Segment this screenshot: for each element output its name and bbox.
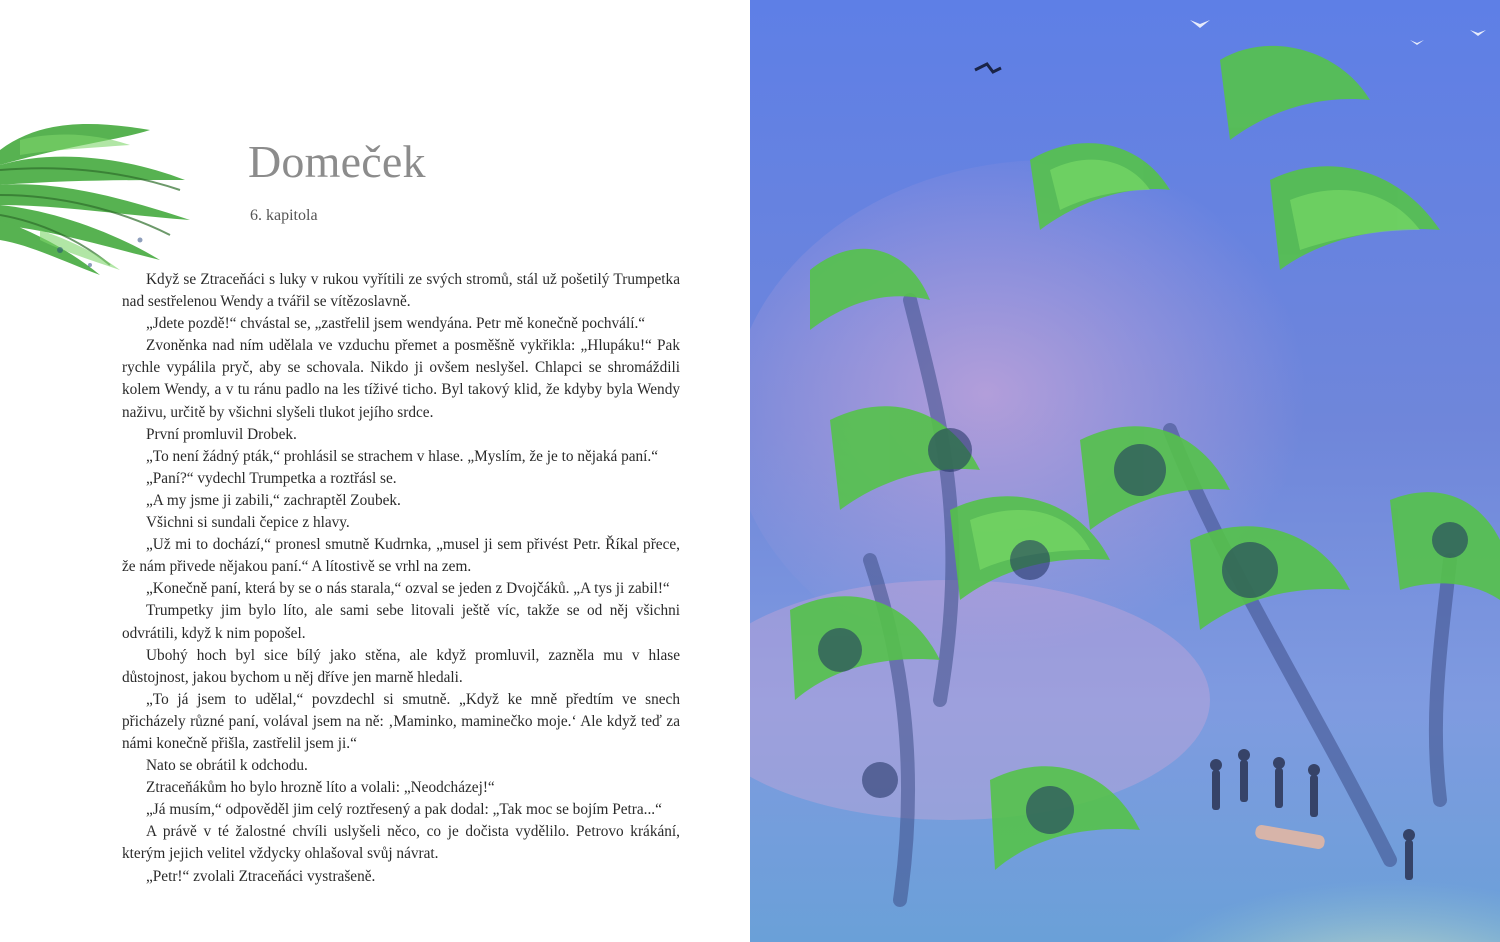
palm-leaf-ornament <box>0 110 200 280</box>
paragraph: A právě v té žalostné chvíli uslyšeli něco, co je dočista vydělilo. Petrovo krákání, kterým jejich velitel vždycky ohlašoval svůj návrat. <box>122 823 680 863</box>
paragraph: „To já jsem to udělal,“ povzdechl si smutně. „Když ke mně předtím ve snech přicházely různé paní, volával jsem na ně: ‚Maminko, maminečko moje.‘ Ale když teď za námi konečně přišla, zastřelil jsem ji.“ <box>122 690 680 752</box>
forest-illustration <box>750 0 1500 942</box>
paragraph: Ubohý hoch byl sice bílý jako stěna, ale když promluvil, zazněla mu v hlase důstojnost, jakou bychom u něj dříve jen marně hledali. <box>122 646 680 686</box>
paragraph: „Jdete pozdě!“ chvástal se, „zastřelil jsem wendyána. Petr mě konečně pochválí.“ <box>146 315 646 333</box>
right-page <box>750 0 1500 942</box>
paragraph: „Já musím,“ odpověděl jim celý roztřesený a pak dodal: „Tak moc se bojím Petra...“ <box>146 801 662 819</box>
paragraph: Nato se obrátil k odchodu. <box>146 757 308 775</box>
paragraph: „Už mi to dochází,“ pronesl smutně Kudrnka, „musel ji sem přivést Petr. Říkal přece, že nám přivede nějakou paní.“ A lítostivě se vrhl na zem. <box>122 536 680 576</box>
paragraph: Všichni si sundali čepice z hlavy. <box>146 514 350 532</box>
paragraph: První promluvil Drobek. <box>146 425 297 443</box>
chapter-number: 6. kapitola <box>250 207 318 224</box>
paragraph: Ztraceňákům ho bylo hrozně líto a volali: „Neodcházej!“ <box>146 779 495 797</box>
paragraph: „Paní?“ vydechl Trumpetka a roztřásl se. <box>146 469 397 487</box>
paragraph: „Konečně paní, která by se o nás starala,“ ozval se jeden z Dvojčáků. „A tys ji zabil!“ <box>146 580 670 598</box>
paragraph: Trumpetky jim bylo líto, ale sami sebe litovali ještě víc, takže se od něj všichni odvrátili, když k nim popošel. <box>122 602 680 642</box>
paragraph: „Petr!“ zvolali Ztraceňáci vystrašeně. <box>146 867 376 885</box>
chapter-body-text <box>122 269 680 888</box>
chapter-title: Domeček <box>248 136 426 187</box>
paragraph: „A my jsme ji zabili,“ zachraptěl Zoubek. <box>146 491 401 509</box>
paragraph: „To není žádný pták,“ prohlásil se strachem v hlase. „Myslím, že je to nějaká paní.“ <box>146 447 659 465</box>
paragraph: Když se Ztraceňáci s luky v rukou vyřítili ze svých stromů, stál už pošetilý Trumpetka nad sestřelenou Wendy a tvářil se vítězoslavně. <box>122 271 680 311</box>
paragraph: Zvoněnka nad ním udělala ve vzduchu přemet a posměšně vykřikla: „Hlupáku!“ Pak rychle vypálila pryč, aby se schovala. Nikdo ji ovšem neslyšel. Chlapci se shromáždili kolem Wendy, a v tu ránu padlo na les tíživé ticho. Byl takový klid, že kdyby byla Wendy naživu, určitě by všichni slyšeli tlukot jejího srdce. <box>122 337 680 421</box>
